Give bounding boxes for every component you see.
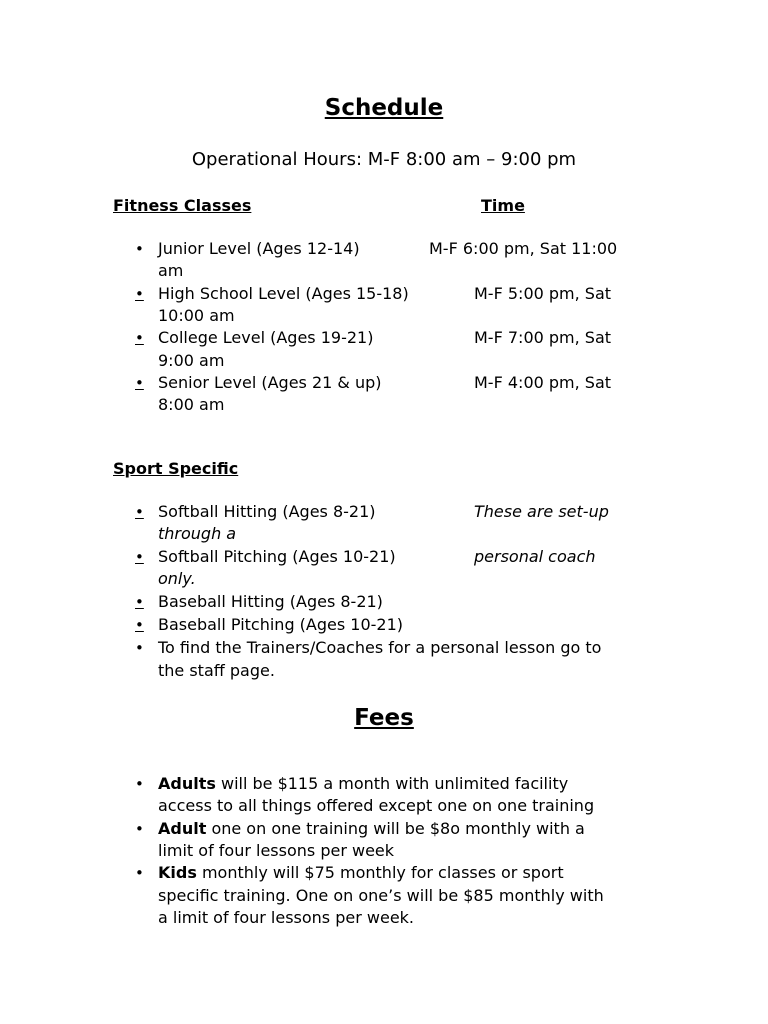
class-time-cont: 10:00 am (158, 306, 235, 325)
fee-text: monthly will $75 monthly for classes or sport (196, 863, 564, 882)
bullet-icon: • (135, 864, 144, 882)
trainers-text-cont: the staff page. (158, 661, 275, 680)
fee-line-cont: a limit of four lessons per week. (158, 908, 415, 927)
sport-note-cont: through a (158, 524, 237, 543)
bullet-icon: • (135, 285, 144, 303)
bullet-icon: • (135, 548, 144, 566)
fee-label: Adult (158, 819, 207, 838)
fee-text: will be $115 a month with unlimited facility (215, 774, 569, 793)
bullet-icon: • (135, 374, 144, 392)
sport-label: Softball Hitting (Ages 8-21) (158, 502, 376, 521)
time-heading: Time (481, 196, 525, 215)
trainers-text: To find the Trainers/Coaches for a personal lesson go to (158, 638, 602, 657)
fees-title: Fees (354, 705, 414, 731)
class-label: Senior Level (Ages 21 & up) (158, 373, 382, 392)
class-label: College Level (Ages 19-21) (158, 328, 374, 347)
operational-hours: Operational Hours: M-F 8:00 am – 9:00 pm (191, 149, 577, 170)
class-time-cont: 9:00 am (158, 351, 225, 370)
class-time: M-F 4:00 pm, Sat (474, 373, 612, 392)
fee-line-cont: specific training. One on one’s will be $85 monthly with (158, 886, 604, 905)
fee-label: Adults (158, 774, 216, 793)
class-time: M-F 7:00 pm, Sat (474, 328, 612, 347)
fee-label: Kids (158, 863, 197, 882)
bullet-icon: • (135, 329, 144, 347)
fee-line-cont: limit of four lessons per week (158, 841, 395, 860)
fitness-classes-heading: Fitness Classes (113, 196, 252, 215)
fee-line (158, 773, 568, 795)
bullet-icon: • (135, 820, 144, 838)
bullet-icon: • (135, 593, 144, 611)
class-time-cont: 8:00 am (158, 395, 225, 414)
class-label: High School Level (Ages 15-18) (158, 284, 409, 303)
bullet-icon: • (135, 503, 144, 521)
fee-text: one on one training will be $8o monthly with a (206, 819, 585, 838)
bullet-icon: • (135, 240, 144, 258)
class-time: M-F 6:00 pm, Sat 11:00 (429, 239, 618, 258)
bullet-icon: • (135, 775, 144, 793)
fee-line-cont: access to all things offered except one on one training (158, 796, 595, 815)
class-label: Junior Level (Ages 12-14) (158, 239, 360, 258)
sport-specific-heading: Sport Specific (113, 459, 239, 478)
fee-line (158, 818, 585, 840)
sport-label: Baseball Hitting (Ages 8-21) (158, 592, 383, 611)
fee-line (158, 862, 564, 884)
bullet-icon: • (135, 639, 144, 657)
class-time-cont: am (158, 261, 184, 280)
page-title: Schedule (324, 95, 444, 121)
bullet-icon: • (135, 616, 144, 634)
sport-note: personal coach (474, 547, 596, 566)
class-time: M-F 5:00 pm, Sat (474, 284, 612, 303)
sport-note-cont: only. (158, 569, 196, 588)
sport-label: Baseball Pitching (Ages 10-21) (158, 615, 404, 634)
sport-label: Softball Pitching (Ages 10-21) (158, 547, 396, 566)
sport-note: These are set-up (474, 502, 609, 521)
